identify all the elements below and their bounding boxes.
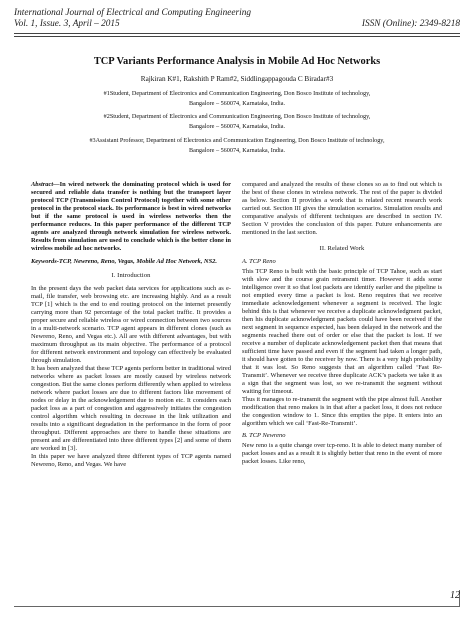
reno-paragraph-2: Thus it manages to re-transmit the segment with the pipe almost full. Another modification that reno makes is in that after a packet loss, it does not reduce the congestion window to 1. Since this empties the pipe. It enters into an algorithm which we call ‘Fast-Re-Transmit’. [242,396,442,427]
intro-paragraph-3: In this paper we have analyzed three different types of TCP agents named Newreno, Reno, and Vegas. We have [31,453,231,468]
abstract-text: In wired network the dominating protocol which is used for secured and reliable data transfer is nothing but the transport layer protocol TCP (Transmission Control Protocol) together with some other protocol in the protocol stack. Its performance is best in wired networks but if the same protocol is used in wireless networks then the performance reduces. In this paper performance of the different TCP agents are analyzed through network simulation for wireless network. Results from simulation are used to conclude which is the better clone in wireless mobile ad hoc networks. [31,181,231,252]
journal-name: International Journal of Electrical and Computing Engineering [14,8,252,18]
abstract [31,181,231,253]
intro-paragraph-1: In the present days the web packet data services for applications such as e-mail, file transfer, web browsing etc. are increasing highly. And as a result TCP [1] which is the end to end routing protocol on the internet presently carrying more than 92 percentage of the total packet traffic. It provides a proper secure and reliable wireless or wired connection between two sources in a multi-network scenario. TCP agent appears in different clones (such as Newreno, Reno, and Vegas etc.). All are with different advantages, but with maximum throughput as its main objective. The performance of a protocol for different network environment and topology can effectively be evaluated through simulation. [31,285,231,364]
section-heading-related-work: II. Related Work [319,245,365,252]
page-number: 12 [450,590,460,601]
right-column [242,181,442,466]
header-rule [14,33,460,37]
affiliation-3-line-1: #3Assistant Professor, Department of Electronics and Communication Engineering, Don Bosco Institute of technology, [89,137,385,144]
affiliation-1-line-1: #1Student, Department of Electronics and Communication Engineering, Don Bosco Institute of technology, [103,90,371,97]
journal-volume: Vol. 1, Issue. 3, April – 2015 [14,19,120,29]
affiliation-1 [60,89,414,108]
keywords: Keywords-TCP, Newreno, Reno, Vegas, Mobile Ad Hoc Network, NS2. [31,258,217,265]
intro-continuation: compared and analyzed the results of these clones so as to find out which is the best of these clones in wireless network. The rest of the paper is divided as below. Section II provides a work that is related recent research work carried out. Section III gives the simulation scenarios. Simulation results and comparative analysis of different techniques are described in section IV. Section V provides the conclusion of this paper. Future enhancements are mentioned in the last section. [242,181,442,236]
affiliation-2-line-1: #2Student, Department of Electronics and Communication Engineering, Don Bosco Institute of technology, [103,113,371,120]
newreno-paragraph-1: New reno is a quite change over tcp-reno. It is able to detect many number of packet losses and as a result it is slightly better that reno in the event of more packet losses. Like reno, [242,442,442,465]
intro-paragraph-2: It has been analyzed that these TCP agents perform better in traditional wired networks where as packet losses are mostly caused by wireless network congestion. But the same clones perform differently when applied to wireless network where packet losses are due to different factors like movement of nodes or delay in the acknowledgement due to motion etc. It considers each packet loss as a part of congestion and aggressively initiates the congestion control algorithm which resulting in decrease in the link utilization and results into a significant degradation in the performance in the form of poor throughput. Different approaches are there to handle these situations are present and are differentiated into three different types [2] and some of them are worked in [3]. [31,365,231,452]
paper-authors: Rajkiran K#1, Rakshith P Ram#2, Siddlingappagouda C Biradar#3 [140,75,334,83]
affiliation-1-line-2: Bangalore – 560074, Karnataka, India. [188,99,286,107]
affiliation-2-line-2: Bangalore – 560074, Karnataka, India. [188,122,286,130]
affiliation-3 [60,136,414,155]
journal-issn: ISSN (Online): 2349-8218 [361,19,460,29]
affiliation-3-line-2: Bangalore – 560074, Karnataka, India. [188,146,286,154]
reno-paragraph-1: This TCP Reno is built with the basic principle of TCP Tahoe, such as start with slow and the course grain retransmit timer. However it adds some intelligence over it so that lost packets are identify earlier and the pipeline is not emptied every time a packet is lost. Reno requires that we receive immediate acknowledgement whenever a segment is received. The logic behind this is that whenever we receive a duplicate acknowledgment packet, then his duplicate acknowledgment packets could have been received if the next segment in sequence expected, has been delayed in the network and the segments reached there out of order or else that the packet is lost. If we receive a number of duplicate acknowledgement packet then that means that sufficient time have passed and even if the segment had taken a longer path, it should have gotten to the receiver by now. There is a very high probability that it was lost. So Reno suggests that an algorithm called ‘Fast Re-Transmit’. Whenever we receive three duplicate ACK’s packets we take it as a sign that the segment was lost, so we re-transmit the segment without waiting for timeout. [242,268,442,395]
footer-rule [14,606,460,607]
paper-title: TCP Variants Performance Analysis in Mobile Ad Hoc Networks [93,56,381,67]
subsection-tcp-reno: A. TCP Reno [242,258,276,265]
abstract-label: Abstract— [31,181,60,188]
journal-header [14,8,460,30]
section-heading-introduction: I. Introduction [111,272,151,279]
subsection-tcp-newreno: B. TCP Newreno [242,432,286,439]
left-column [31,181,231,469]
affiliation-2 [60,112,414,131]
